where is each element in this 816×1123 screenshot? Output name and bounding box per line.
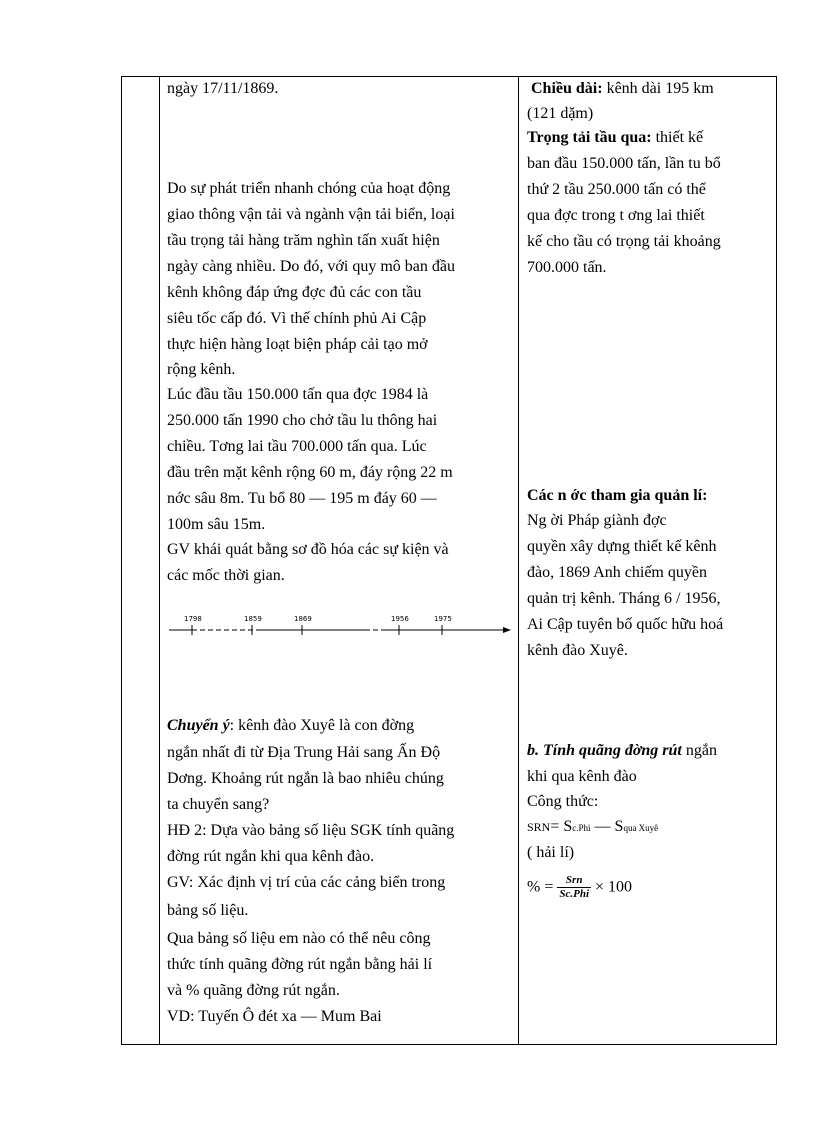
timeline-year-label: 1869 (294, 615, 312, 623)
timeline-year-label: 1956 (391, 615, 409, 623)
formula-eq: = S (550, 818, 573, 835)
text-line: nớc sâu 8m. Tu bổ 80 — 195 m đáy 60 — (167, 490, 437, 507)
fraction (557, 874, 591, 901)
text-line: giao thông vận tải và ngành vận tải biển, loại (167, 206, 455, 223)
fraction-denominator: Sc.Phi (559, 887, 590, 900)
text-line: kênh không đáp ứng đợc đủ các con tầu (167, 284, 422, 301)
text-line: khi qua kênh đào (527, 768, 637, 785)
formula-srn: SRN (527, 820, 551, 834)
table-border-right (776, 76, 777, 1045)
times-100: × 100 (595, 878, 633, 896)
tonnage-label: Trọng tải tầu qua: (527, 129, 652, 146)
text-line (527, 125, 703, 151)
text-line: đầu trên mặt kênh rộng 60 m, đáy rộng 22 m (167, 464, 453, 481)
text-line: quản trị kênh. Tháng 6 / 1956, (527, 590, 721, 607)
formula-cphi: c.Phi (572, 823, 591, 833)
text-line: quyền xây dựng thiết kế kênh (527, 538, 717, 555)
text-line: 250.000 tấn 1990 cho chở tầu lu thông hai (167, 412, 438, 429)
text-line: và % quãng đờng rút ngắn. (167, 982, 340, 999)
section-b-label: b. Tính quãng đờng rút (527, 742, 682, 759)
text-line: (121 dặm) (527, 105, 594, 122)
text-line (167, 713, 414, 739)
text-line: tầu trọng tải hàng trăm nghìn tấn xuất hiện (167, 232, 440, 249)
text-line (531, 76, 714, 102)
transition-text: : kênh đào Xuyê là con đờng (229, 717, 415, 734)
length-label: Chiều dài: (531, 80, 603, 97)
text-line: Do sự phát triển nhanh chóng của hoạt động (167, 180, 451, 197)
text-line: đào, 1869 Anh chiếm quyền (527, 564, 707, 581)
formula-quaxuye: qua Xuyê (623, 823, 659, 833)
text-line (527, 738, 717, 764)
text-line: GV khái quát bằng sơ đồ hóa các sự kiện và (167, 541, 449, 558)
text-line: HĐ 2: Dựa vào bảng số liệu SGK tính quãng (167, 822, 455, 839)
text-line: 100m sâu 15m. (167, 516, 266, 533)
timeline-ticks (184, 615, 452, 635)
timeline-arrow-head (503, 627, 511, 633)
countries-label: Các n ớc tham gia quản lí: (527, 487, 708, 504)
text-line: kế cho tầu có trọng tải khoảng (527, 233, 721, 250)
timeline-diagram (167, 608, 515, 644)
table-column-divider-1 (159, 76, 160, 1045)
percent-formula (527, 869, 632, 905)
text-line: siêu tốc cấp đó. Vì thế chính phủ Ai Cập (167, 310, 427, 327)
timeline-year-label: 1975 (434, 615, 452, 623)
section-b-rest: ngắn (681, 742, 717, 759)
timeline-year-label: 1859 (244, 615, 262, 623)
table-border-left (121, 76, 122, 1045)
text-line: rộng kênh. (167, 361, 236, 378)
tonnage-value: thiết kế (651, 129, 704, 146)
text-line: kênh đào Xuyê. (527, 642, 628, 659)
text-line: các mốc thời gian. (167, 567, 285, 584)
example-line: VD: Tuyến Ô đét xa — Mum Bai (167, 1008, 382, 1025)
text-line: Lúc đầu tầu 150.000 tấn qua đợc 1984 là (167, 386, 429, 403)
text-line: Ai Cập tuyên bố quốc hữu hoá (527, 616, 724, 633)
text-line: ta chuyển sang? (167, 796, 270, 813)
formula-minus: — S (590, 818, 624, 835)
table-border-bottom (121, 1044, 777, 1045)
formula-unit: ( hải lí) (527, 844, 575, 861)
text-line: Ng ời Pháp giành đợc (527, 512, 667, 529)
formula-line (527, 814, 658, 841)
text-line: chiều. Tơng lai tầu 700.000 tấn qua. Lúc (167, 438, 427, 455)
text-line: GV: Xác định vị trí của các cảng biển trong (167, 874, 446, 891)
length-value: kênh dài 195 km (602, 80, 714, 97)
percent-sign: % = (527, 878, 554, 896)
text-line: qua đợc trong t ơng lai thiết (527, 207, 705, 224)
fraction-numerator: Srn (557, 874, 591, 888)
text-line: ngắn nhất đi từ Địa Trung Hải sang Ấn Độ (167, 744, 441, 761)
date-line: ngày 17/11/1869. (167, 80, 279, 97)
text-line: Qua bảng số liệu em nào có thể nêu công (167, 930, 431, 947)
transition-label: Chuyển ý (167, 717, 230, 734)
text-line: thứ 2 tầu 250.000 tấn có thể (527, 181, 706, 198)
text-line: 700.000 tấn. (527, 259, 607, 276)
text-line: thực hiện hàng loạt biện pháp cải tạo mở (167, 336, 428, 353)
text-line: Dơng. Khoảng rút ngắn là bao nhiêu chúng (167, 770, 444, 787)
text-line: bảng số liệu. (167, 902, 249, 919)
text-line: ban đầu 150.000 tấn, lần tu bổ (527, 155, 721, 172)
text-line: đờng rút ngắn khi qua kênh đào. (167, 848, 375, 865)
timeline-year-label: 1798 (184, 615, 202, 623)
formula-title: Công thức: (527, 793, 599, 810)
text-line: thức tính quãng đờng rút ngắn bằng hải lí (167, 956, 433, 973)
table-column-divider-2 (518, 76, 519, 1045)
text-line: ngày càng nhiều. Do đó, với quy mô ban đầu (167, 258, 455, 275)
